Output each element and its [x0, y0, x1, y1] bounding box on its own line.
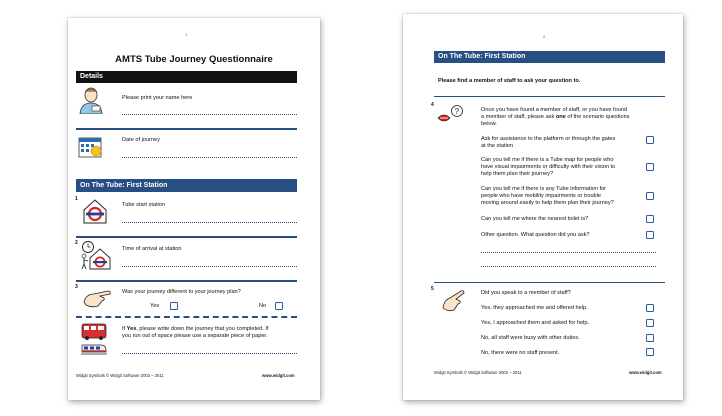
- instruction: Please find a member of staff to ask your question to.: [438, 78, 581, 84]
- q5-option-1-checkbox[interactable]: [646, 304, 654, 312]
- page-title: AMTS Tube Journey Questionnaire: [115, 54, 273, 65]
- pointing-hand-icon: [82, 288, 112, 308]
- footer-credit: Widgit Symbols © Widgit Software 2002 – 2011: [434, 370, 522, 375]
- name-input-line[interactable]: [122, 114, 297, 115]
- question-5-number: 5: [431, 286, 434, 292]
- q3-no-label: No: [259, 303, 267, 309]
- question-2-text: Time of arrival at station: [122, 246, 182, 252]
- details-header: Details: [76, 71, 297, 83]
- if-yes-instruction: If Yes, please write down the journey that you completed. If you run out of space please use a separate piece of paper.: [122, 326, 269, 339]
- question-4-number: 4: [431, 102, 434, 108]
- q4-option-4-checkbox[interactable]: [646, 215, 654, 223]
- divider: [434, 282, 665, 283]
- divider: [76, 236, 297, 238]
- divider: [76, 128, 297, 130]
- q5-option-2-checkbox[interactable]: [646, 319, 654, 327]
- q4-option-5: Other question. What question did you ask?: [481, 232, 590, 238]
- q4-option-2: Can you tell me if there is a Tube map for people who have visual impairments or difficulty with their vision to help them plan their journey?: [481, 157, 616, 177]
- bus-train-icon: [81, 323, 107, 355]
- q4-option-3-checkbox[interactable]: [646, 192, 654, 200]
- question-3-text: Was your journey different to your journey plan?: [122, 289, 241, 295]
- person-icon: [78, 86, 104, 114]
- q5-option-4-checkbox[interactable]: [646, 348, 654, 356]
- page-number: 1: [185, 32, 188, 37]
- completed-journey-input-line[interactable]: [122, 353, 297, 354]
- arrival-time-input-line[interactable]: [122, 266, 297, 267]
- question-1-text: Tube start station: [122, 202, 166, 208]
- footer-website: www.widgit.com: [629, 370, 662, 375]
- questionnaire-page-1: [68, 18, 320, 400]
- question-4-intro: Once you have found a member of staff, or you have found a member of staff, please ask one of the scenario questions below.: [481, 107, 630, 127]
- other-question-input-line-1[interactable]: [481, 252, 656, 253]
- q5-option-2: Yes, I approached them and asked for help.: [481, 320, 590, 326]
- q4-option-3: Can you tell me if there is any Tube information for people who have mobility impairments or trouble moving around easily to help them plan their journey?: [481, 186, 614, 206]
- divider: [76, 280, 297, 282]
- q4-option-1-checkbox[interactable]: [646, 136, 654, 144]
- q5-option-4: No, there were no staff present.: [481, 350, 560, 356]
- svg-text:?: ?: [454, 107, 460, 116]
- section-header: On The Tube: First Station: [76, 179, 297, 192]
- question-5-text: Did you speak to a member of staff?: [481, 290, 571, 296]
- question-2-number: 2: [75, 240, 78, 246]
- q4-option-1: Ask for assistance to the platform or through the gates at the station: [481, 136, 616, 149]
- footer-website: www.widgit.com: [262, 373, 295, 378]
- q5-option-3-checkbox[interactable]: [646, 334, 654, 342]
- q4-option-5-checkbox[interactable]: [646, 231, 654, 239]
- underground-station-icon: [82, 198, 108, 224]
- question-1-number: 1: [75, 196, 78, 202]
- q5-option-3: No, all staff were busy with other duties.: [481, 335, 580, 341]
- divider: [434, 96, 665, 97]
- questionnaire-page-2: [403, 14, 683, 400]
- dashed-divider: [76, 316, 297, 318]
- q3-no-checkbox[interactable]: [275, 302, 283, 310]
- date-prompt: Date of journey: [122, 137, 160, 143]
- q3-yes-label: Yes: [150, 303, 160, 309]
- calendar-icon: [78, 135, 104, 159]
- start-station-input-line[interactable]: [122, 222, 297, 223]
- name-prompt: Please print your name here: [122, 95, 193, 101]
- footer-credit: Widgit Symbols © Widgit Software 2002 – 2011: [76, 373, 164, 378]
- page-number: 2: [543, 34, 546, 39]
- speaking-question-icon: [437, 104, 463, 126]
- question-3-number: 3: [75, 284, 78, 290]
- date-input-line[interactable]: [122, 157, 297, 158]
- q4-option-2-checkbox[interactable]: [646, 163, 654, 171]
- raised-hand-icon: [441, 290, 467, 312]
- section-header: On The Tube: First Station: [434, 51, 665, 63]
- q4-option-4: Can you tell me where the nearest toilet is?: [481, 216, 589, 222]
- arrival-clock-icon: [80, 240, 114, 270]
- other-question-input-line-2[interactable]: [481, 266, 656, 267]
- q5-option-1: Yes, they approached me and offered help.: [481, 305, 588, 311]
- q3-yes-checkbox[interactable]: [170, 302, 178, 310]
